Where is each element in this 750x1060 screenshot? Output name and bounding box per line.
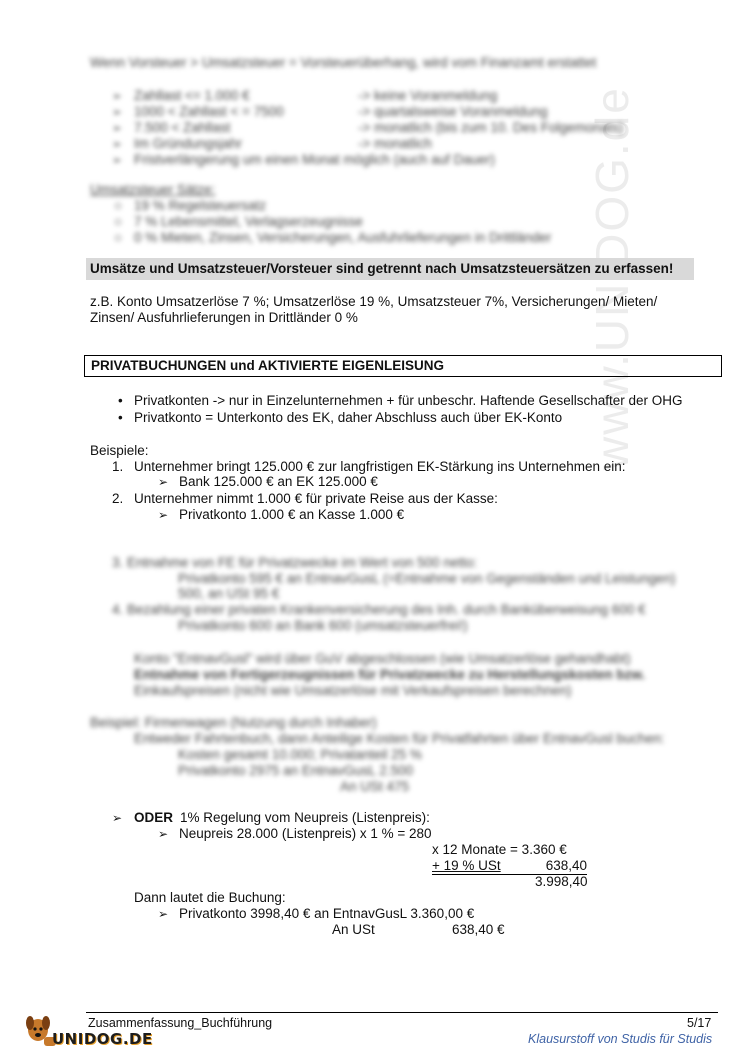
arrow-icon: ➢ — [158, 907, 169, 921]
numbered-item-2-booking: Privatkonto 1.000 € an Kasse 1.000 € — [179, 507, 405, 522]
footer-title: Zusammenfassung_Buchführung — [88, 1016, 273, 1030]
blurred-note-1: Konto "EntnavGusl" wird über GuV abgeschlossen (wie Umsatzerlöse gehandhabt) — [134, 651, 631, 666]
example-line-2: Zinsen/ Ausfuhrlieferungen in Drittländer 0 % — [90, 310, 358, 325]
numbered-item-2: Unternehmer nimmt 1.000 € für private Reise aus der Kasse: — [134, 491, 498, 506]
arrow-icon: ➢ — [112, 137, 123, 151]
blurred-car-1: Entweder Fahrtenbuch, dann Anteilige Kosten für Privatfahrten über EntnavGusl buchen: — [134, 731, 665, 746]
blurred-rates-heading: Umsatzsteuer Sätze: — [90, 182, 216, 197]
logo-text: UNIDOG.DE — [52, 1030, 153, 1048]
section-title: PRIVATBUCHUNGEN und AKTIVIERTE EIGENLEISUNG — [91, 358, 445, 373]
bullet-item-2: Privatkonto = Unterkonto des EK, daher Abschluss auch über EK-Konto — [134, 410, 563, 425]
arrow-icon: ➢ — [112, 89, 123, 103]
list-number: 1. — [112, 459, 124, 474]
oder-label: ODER — [134, 810, 174, 825]
calc-months: x 12 Monate = 3.360 € — [432, 842, 567, 857]
booking-line-1: Privatkonto 3998,40 € an EntnavGusL 3.360,00 € — [179, 906, 475, 921]
arrow-icon: ➢ — [112, 153, 123, 167]
arrow-icon: ➢ — [112, 811, 123, 825]
blurred-car-heading: Beispiel: Firmenwagen (Nutzung durch Inhaber) — [90, 715, 377, 730]
page-number: 5/17 — [687, 1016, 712, 1030]
blurred-rate-item: 7 % Lebensmittel, Verlagserzeugnisse — [134, 214, 363, 229]
example-line-1: z.B. Konto Umsatzerlöse 7 %; Umsatzerlöse 19 %, Umsatzsteuer 7%, Versicherungen/ Mieten/ — [90, 294, 658, 309]
arrow-icon: ➢ — [112, 121, 123, 135]
calc-ust-row — [432, 858, 587, 875]
calc-total: 3.998,40 — [535, 874, 588, 889]
examples-heading: Beispiele: — [90, 443, 149, 458]
booking-heading: Dann lautet die Buchung: — [134, 890, 286, 905]
oder-text: 1% Regelung vom Neupreis (Listenpreis): — [180, 810, 430, 825]
blurred-rate-item: 19 % Regelsteuersatz — [134, 198, 267, 213]
blurred-item-3-sub: Privatkonto 595 € an EntnavGusL (=Entnahme von Gegenständen und Leistungen) — [178, 571, 676, 586]
numbered-item-1-booking: Bank 125.000 € an EK 125.000 € — [179, 474, 378, 489]
blurred-rule-label: Zahllast <= 1.000 € — [134, 88, 250, 103]
footer-tagline: Klausurstoff von Studis für Studis — [528, 1032, 713, 1046]
blurred-intro: Wenn Vorsteuer > Umsatzsteuer = Vorsteuerüberhang, wird vom Finanzamt erstattet — [90, 55, 597, 70]
numbered-item-1: Unternehmer bringt 125.000 € zur langfristigen EK-Stärkung ins Unternehmen ein: — [134, 459, 626, 474]
blurred-car-2: Kosten gesamt 10.000; Privatanteil 25 % — [178, 747, 422, 762]
arrow-icon: ➢ — [158, 827, 169, 841]
calc-ust-value: 638,40 — [545, 858, 587, 873]
blurred-item-4: 4. Bezahlung einer privaten Krankenversicherung des Inh. durch Banküberweisung 600 € — [112, 602, 646, 617]
highlight-text: Umsätze und Umsatzsteuer/Vorsteuer sind getrennt nach Umsatzsteuersätzen zu erfassen! — [90, 261, 674, 276]
booking-line-2-label: An USt — [332, 922, 375, 937]
blurred-rule-label: 7.500 < Zahllast — [134, 120, 231, 135]
booking-line-2-value: 638,40 € — [452, 922, 505, 937]
bullet-item-1: Privatkonten -> nur in Einzelunternehmen + für unbeschr. Haftende Gesellschafter der OHG — [134, 393, 683, 408]
blurred-rule-value: -> quartalsweise Voranmeldung — [358, 104, 548, 119]
circle-bullet-icon: ○ — [114, 198, 123, 213]
blurred-rule-value: -> keine Voranmeldung — [358, 88, 498, 103]
blurred-item-3-sub2: 500, an USt 95 € — [178, 586, 280, 601]
bullet-icon: • — [118, 393, 123, 408]
blurred-car-4: An USt 475 — [340, 779, 410, 794]
blurred-rule-value: -> monatlich (bis zum 10. Des Folgemonats) — [358, 120, 624, 135]
list-number: 2. — [112, 491, 124, 506]
blurred-item-3: 3. Entnahme von FE für Privatzwecke im Wert von 500 netto: — [112, 555, 478, 570]
bullet-icon: • — [118, 410, 123, 425]
blurred-rate-item: 0 % Mieten, Zinsen, Versicherungen, Ausfuhrlieferungen in Drittländer — [134, 230, 552, 245]
blurred-rule-label: Fristverlängerung um einen Monat möglich (auch auf Dauer) — [134, 152, 495, 167]
calc-ust-label: + 19 % USt — [432, 858, 501, 873]
blurred-item-4-sub: Privatkonto 600 an Bank 600 (umsatzsteuerfrei!) — [178, 618, 468, 633]
arrow-icon: ➢ — [158, 508, 169, 522]
blurred-note-2: Entnahme von Fertigerzeugnissen für Privatzwecke zu Herstellungskosten bzw. — [134, 667, 646, 682]
footer-divider — [86, 1012, 718, 1013]
section-title-box — [84, 355, 722, 377]
arrow-icon: ➢ — [112, 105, 123, 119]
circle-bullet-icon: ○ — [114, 214, 123, 229]
blurred-car-3: Privatkonto 2975 an EntnavGusL 2.500 — [178, 763, 414, 778]
blurred-note-2b: Einkaufspreisen (nicht wie Umsatzerlöse mit Verkaufspreisen berechnen) — [134, 683, 572, 698]
blurred-rule-label: Im Gründungsjahr — [134, 136, 243, 151]
circle-bullet-icon: ○ — [114, 230, 123, 245]
arrow-icon: ➢ — [158, 475, 169, 489]
blurred-rule-label: 1000 < Zahllast < = 7500 — [134, 104, 284, 119]
neupreis-line: Neupreis 28.000 (Listenpreis) x 1 % = 280 — [179, 826, 432, 841]
blurred-rule-value: -> monatlich — [358, 136, 432, 151]
